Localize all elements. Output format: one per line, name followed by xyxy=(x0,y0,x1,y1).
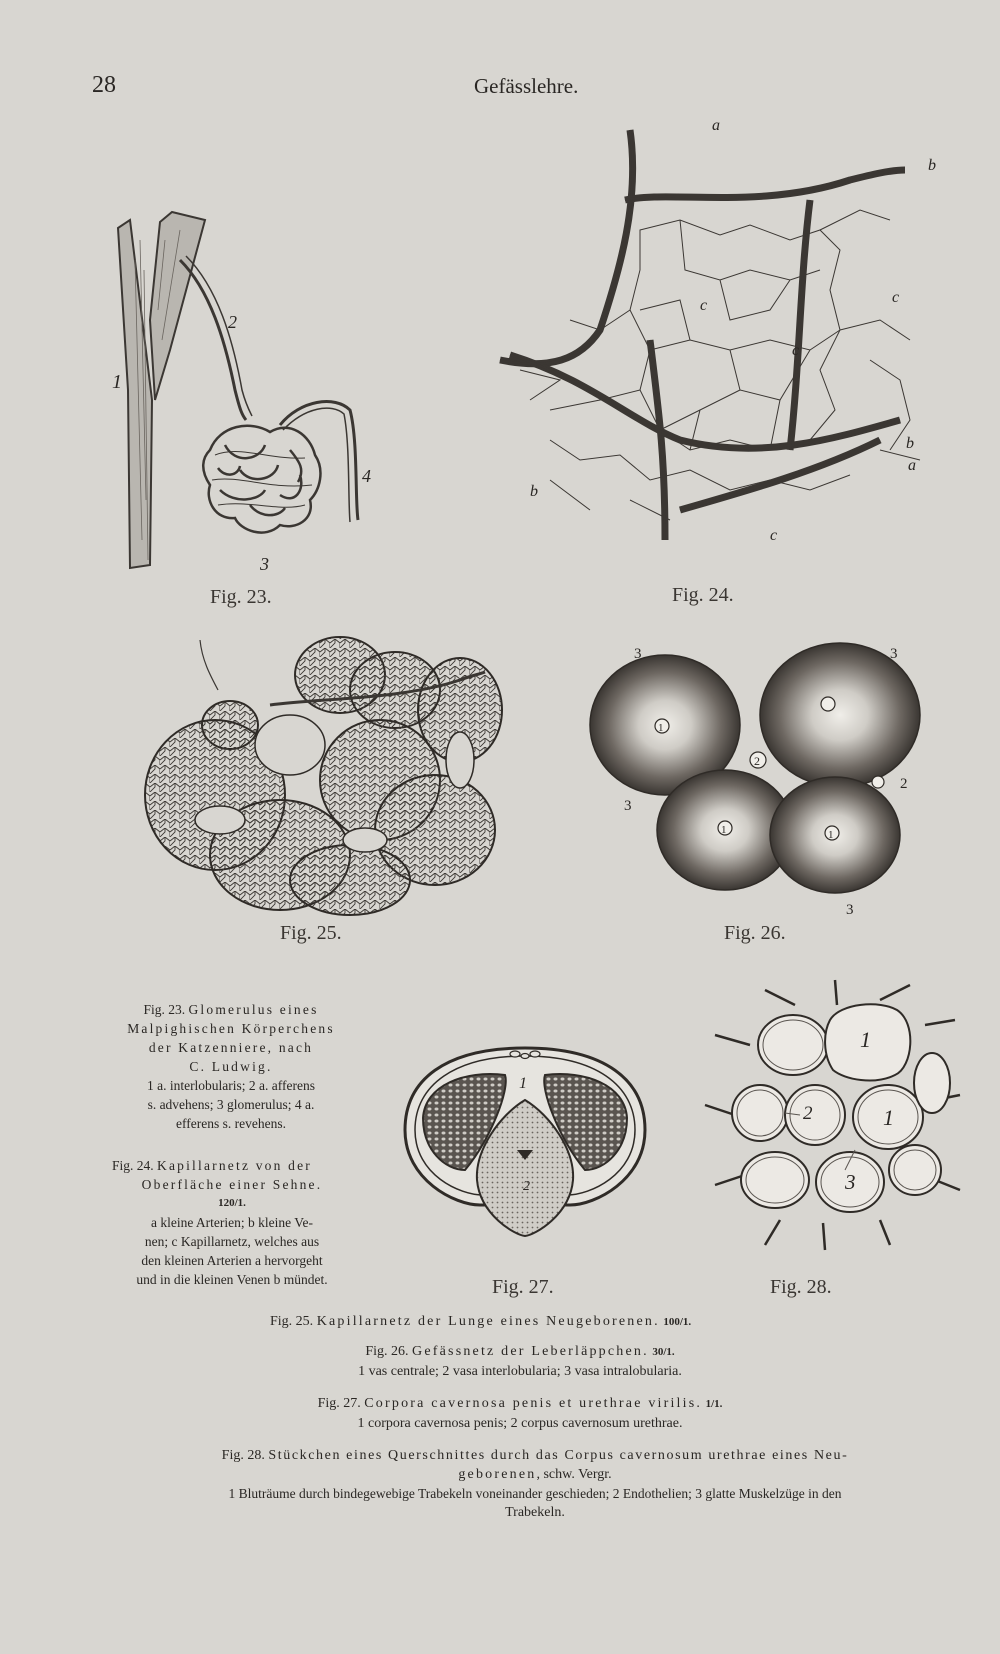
fig28-caption-body-1: 1 Bluträume durch bindegewebige Trabekeln voneinander geschieden; 2 Endothelien; 3 glatte Muskelzüge in den xyxy=(228,1486,842,1501)
fig23-caption-title-2: Malpighischen Körperchens xyxy=(127,1021,335,1036)
fig24-callout-c-3: c xyxy=(892,289,900,306)
fig24-caption-body-2: nen; c Kapillarnetz, welches aus xyxy=(144,1234,320,1249)
fig26-caption-magnification: 30/1. xyxy=(652,1346,675,1358)
fig24-callout-a-right: a xyxy=(908,457,916,474)
fig26-caption xyxy=(200,1342,840,1381)
fig28-callout-2: 2 xyxy=(803,1103,813,1124)
fig27-caption-title: Corpora cavernosa penis et urethrae virilis. xyxy=(364,1396,703,1411)
fig24-caption-title-2: Oberfläche einer Sehne. xyxy=(141,1177,323,1192)
fig23-callout-4: 4 xyxy=(362,466,371,486)
fig25-caption-magnification: 100/1. xyxy=(663,1316,692,1328)
fig26-illustration xyxy=(590,640,920,918)
fig23-caption-body-1: 1 a. interlobularis; 2 a. afferens xyxy=(146,1078,316,1093)
fig27-caption-lead: Fig. 27. xyxy=(317,1396,361,1411)
fig24-caption xyxy=(112,1156,352,1289)
fig26-callout-2-right: 2 xyxy=(900,776,908,792)
fig24-callout-b-left: b xyxy=(530,483,538,500)
fig27-callout-1: 1 xyxy=(519,1075,527,1092)
fig24-caption-body-3: den kleinen Arterien a hervorgeht xyxy=(141,1253,323,1268)
fig25-label: Fig. 25. xyxy=(280,922,342,944)
fig26-caption-lead: Fig. 26. xyxy=(365,1344,409,1359)
fig24-callout-c-bottom: c xyxy=(770,527,778,544)
fig28-callout-1-top: 1 xyxy=(860,1027,871,1052)
fig23-callout-3: 3 xyxy=(260,554,269,574)
fig27-illustration xyxy=(405,1040,645,1240)
fig24-caption-body-1: a kleine Arterien; b kleine Ve- xyxy=(150,1215,314,1230)
fig24-caption-body-4: und in die kleinen Venen b mündet. xyxy=(136,1272,328,1287)
fig28-caption-body-2: Trabekeln. xyxy=(505,1505,565,1520)
fig26-callout-1-b: 1 xyxy=(721,824,727,836)
fig28-illustration xyxy=(705,975,960,1255)
fig24-callout-a-top: a xyxy=(712,117,720,134)
fig27-caption xyxy=(200,1394,840,1433)
fig27-caption-magnification: 1/1. xyxy=(705,1398,723,1410)
fig25-illustration xyxy=(140,630,520,920)
fig26-callout-3-tr: 3 xyxy=(890,646,898,662)
fig26-caption-title: Gefässnetz der Leberläppchen. xyxy=(412,1344,649,1359)
fig25-caption-title: Kapillarnetz der Lunge eines Neugeborenen. xyxy=(316,1314,660,1329)
fig23-caption-title-4: C. Ludwig. xyxy=(189,1059,273,1074)
fig23-caption xyxy=(112,1000,350,1133)
fig24-callout-c-2: c xyxy=(792,342,800,359)
fig24-label: Fig. 24. xyxy=(672,584,734,606)
fig28-caption-title-1: Stückchen eines Querschnittes durch das Corpus cavernosum urethrae eines Neu- xyxy=(268,1448,849,1463)
fig27-label: Fig. 27. xyxy=(492,1276,554,1298)
fig26-label: Fig. 26. xyxy=(724,922,786,944)
fig23-caption-title-3: der Katzenniere, nach xyxy=(148,1040,314,1055)
fig27-callout-2: 2 xyxy=(523,1179,530,1194)
fig23-illustration xyxy=(100,200,400,580)
fig23-callout-2: 2 xyxy=(228,312,237,332)
fig24-illustration xyxy=(490,117,940,560)
fig26-callout-2-center: 2 xyxy=(754,754,760,768)
fig28-caption-lead: Fig. 28. xyxy=(221,1448,265,1463)
page-number: 28 xyxy=(92,72,116,98)
fig28-callout-3: 3 xyxy=(845,1170,856,1194)
fig23-caption-body-3: efferens s. revehens. xyxy=(176,1116,286,1131)
fig26-callout-3-tl: 3 xyxy=(634,646,642,662)
fig24-caption-title-1: Kapillarnetz von der xyxy=(157,1158,312,1173)
fig28-caption-title-2: geborenen xyxy=(458,1467,537,1482)
fig28-caption xyxy=(100,1446,970,1522)
fig28-label: Fig. 28. xyxy=(770,1276,832,1298)
fig24-caption-lead: Fig. 24. xyxy=(112,1158,154,1173)
fig25-caption-lead: Fig. 25. xyxy=(270,1314,314,1329)
fig27-caption-body: 1 corpora cavernosa penis; 2 corpus cavernosum urethrae. xyxy=(357,1416,683,1431)
fig26-callout-3-left: 3 xyxy=(624,798,632,814)
fig24-callout-c-1: c xyxy=(700,297,708,314)
fig24-callout-b-right: b xyxy=(906,435,914,452)
fig28-callout-1-right: 1 xyxy=(883,1105,894,1130)
fig24-callout-b-top: b xyxy=(928,157,936,174)
fig28-caption-suffix: , schw. Vergr. xyxy=(536,1467,612,1482)
fig24-caption-magnification: 120/1. xyxy=(218,1197,246,1209)
fig23-caption-title-1: Glomerulus eines xyxy=(188,1002,319,1017)
running-title: Gefässlehre. xyxy=(474,74,579,98)
fig23-caption-body-2: s. advehens; 3 glomerulus; 4 a. xyxy=(147,1097,315,1112)
fig23-label: Fig. 23. xyxy=(210,586,272,608)
fig23-caption-lead: Fig. 23. xyxy=(143,1002,186,1017)
fig26-callout-1-a: 1 xyxy=(658,722,664,734)
fig26-callout-3-bottom: 3 xyxy=(846,902,854,918)
fig26-caption-body: 1 vas centrale; 2 vasa interlobularia; 3 vasa intralobularia. xyxy=(358,1364,682,1379)
fig25-caption xyxy=(270,1312,691,1332)
fig26-callout-1-c: 1 xyxy=(828,829,834,841)
fig23-callout-1: 1 xyxy=(112,371,122,393)
